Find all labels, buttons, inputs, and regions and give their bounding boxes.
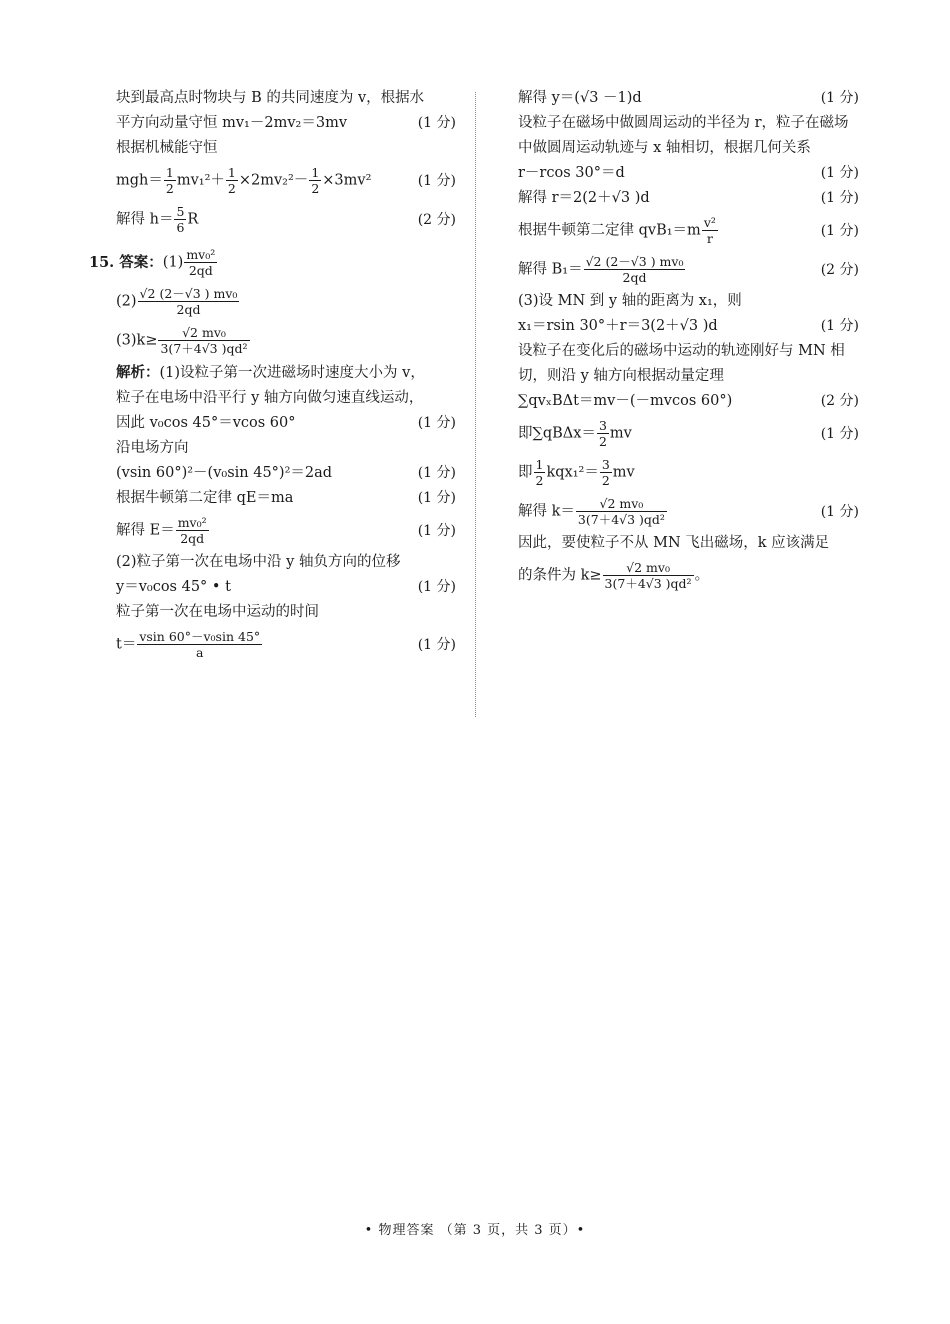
fraction <box>176 515 209 546</box>
fraction <box>158 325 249 356</box>
denominator: 2 <box>598 434 607 449</box>
text: 沿电场方向 <box>116 440 189 456</box>
text-line <box>518 531 859 556</box>
numerator: mv₀² <box>177 515 207 530</box>
equation-part: 解得 k＝ <box>518 503 575 520</box>
text-line <box>116 136 456 161</box>
numerator: v² <box>703 215 716 230</box>
text: (1)设粒子第一次进磁场时速度大小为 v， <box>159 365 425 381</box>
score-mark: (1 分) <box>417 490 456 506</box>
numerator: 1 <box>535 457 544 472</box>
denominator: 2 <box>227 181 236 196</box>
fraction <box>600 457 612 488</box>
denominator: 3(7＋4√3 )qd² <box>604 576 692 591</box>
denominator: 2 <box>311 181 320 196</box>
numerator: √2 (2－√3 ) mv₀ <box>139 286 238 301</box>
score-mark: (1 分) <box>417 465 456 481</box>
denominator: 2 <box>165 181 174 196</box>
fraction <box>184 247 217 278</box>
denominator: 2qd <box>180 531 205 546</box>
fraction <box>226 165 238 196</box>
denominator: 2qd <box>622 270 647 285</box>
equation-part: 解得 B₁＝ <box>518 261 583 278</box>
fraction <box>164 165 176 196</box>
text: 粒子第一次在电场中运动的时间 <box>116 604 319 620</box>
equation-line <box>518 492 859 531</box>
left-column <box>89 86 456 664</box>
numerator: mv₀² <box>186 247 216 262</box>
fraction <box>534 457 546 488</box>
score-mark: (1 分) <box>820 165 859 181</box>
text: 设粒子在磁场中做圆周运动的半径为 r，粒子在磁场中做圆周运动轨迹与 x 轴相切，根据几何关系 <box>518 115 849 156</box>
equation-line <box>518 556 859 595</box>
numerator: √2 mv₀ <box>603 560 694 576</box>
equation-part: 即∑qBΔx＝ <box>518 425 596 442</box>
equation-line <box>116 511 456 550</box>
numerator: 3 <box>601 457 610 472</box>
score-mark: (1 分) <box>820 503 859 520</box>
right-column <box>518 86 859 595</box>
score-mark: (1 分) <box>820 222 859 239</box>
page-footer: • 物理答案 （第 3 页，共 3 页）• <box>364 1223 586 1238</box>
equation-part: 根据牛顿第二定律 qvB₁＝m <box>518 222 701 239</box>
equation: 根据牛顿第二定律 qE＝ma <box>116 490 294 506</box>
score-mark: (1 分) <box>417 415 456 431</box>
score-mark: (1 分) <box>820 425 859 442</box>
fraction <box>584 254 686 285</box>
score-mark: (2 分) <box>417 211 456 228</box>
text-line <box>518 186 859 211</box>
equation-part: mgh＝ <box>116 172 163 189</box>
equation-part: mv <box>612 464 635 481</box>
answer-line <box>116 282 456 321</box>
score-mark: (1 分) <box>417 172 456 189</box>
equation-part: R <box>187 211 199 228</box>
equation: x₁＝rsin 30°＋r＝3(2＋√3 )d <box>518 318 718 334</box>
text: 根据机械能守恒 <box>116 140 218 156</box>
text: 块到最高点时物块与 B 的共同速度为 v，根据水 <box>116 90 425 106</box>
analysis-label: 解析： <box>116 364 160 381</box>
equation-part: t＝ <box>116 636 137 653</box>
text-paragraph <box>518 111 859 161</box>
equation-part: mv <box>609 425 632 442</box>
equation-line <box>518 211 859 250</box>
fraction <box>137 629 262 660</box>
equation-line <box>116 625 456 664</box>
numerator: 1 <box>165 165 174 180</box>
denominator: 2 <box>601 473 610 488</box>
fraction <box>174 204 186 235</box>
denominator: 3(7＋4√3 )qd² <box>577 512 665 527</box>
question-label: 15. 答案： <box>89 253 163 271</box>
denominator: 6 <box>176 220 185 235</box>
answer-line <box>116 321 456 360</box>
answer-part: (2) <box>116 293 137 310</box>
fraction <box>138 286 240 317</box>
equation: r－rcos 30°＝d <box>518 165 625 181</box>
text-line <box>518 289 859 314</box>
text: (2)粒子第一次在电场中沿 y 轴负方向的位移 <box>116 554 401 570</box>
fraction <box>702 215 718 246</box>
fraction <box>309 165 321 196</box>
score-mark: (1 分) <box>417 115 456 131</box>
text-line <box>116 436 456 461</box>
numerator: 3 <box>598 418 607 433</box>
text-paragraph <box>518 339 859 389</box>
equation-part: 即 <box>518 464 533 481</box>
text-line <box>518 389 859 414</box>
equation-line <box>518 453 859 492</box>
score-mark: (2 分) <box>820 393 859 409</box>
equation: 解得 y＝(√3 －1)d <box>518 90 642 106</box>
denominator: a <box>196 645 204 660</box>
equation-line <box>116 161 456 200</box>
score-mark: (1 分) <box>820 190 859 206</box>
answer-part: (1) <box>162 254 184 271</box>
score-mark: (1 分) <box>820 318 859 334</box>
text: 设粒子在变化后的磁场中运动的轨迹刚好与 MN 相切，则沿 y 轴方向根据动量定理 <box>518 343 845 384</box>
equation-line <box>518 414 859 453</box>
equation: 因此 v₀cos 45°＝vcos 60° <box>116 415 296 431</box>
text-line <box>116 575 456 600</box>
numerator: vsin 60°－v₀sin 45° <box>139 629 261 644</box>
score-mark: (1 分) <box>417 636 456 653</box>
denominator: 2 <box>535 473 544 488</box>
equation-part: mv₁²＋ <box>176 172 225 189</box>
score-mark: (2 分) <box>820 261 859 278</box>
text: (3)设 MN 到 y 轴的距离为 x₁，则 <box>518 293 742 309</box>
denominator: r <box>706 231 713 246</box>
numerator: 1 <box>227 165 236 180</box>
fraction <box>576 496 667 527</box>
equation-part: 解得 h＝ <box>116 211 174 228</box>
equation-line <box>116 200 456 239</box>
equation: ∑qvₓBΔt＝mv－(－mvcos 60°) <box>518 393 733 409</box>
text: 因此，要使粒子不从 MN 飞出磁场，k 应该满足 <box>518 535 830 551</box>
numerator: 1 <box>311 165 320 180</box>
score-mark: (1 分) <box>417 522 456 539</box>
denominator: 2qd <box>176 302 201 317</box>
text-line <box>116 486 456 511</box>
text-line <box>518 86 859 111</box>
text-line <box>518 161 859 186</box>
numerator: √2 mv₀ <box>158 325 249 341</box>
text-line <box>518 314 859 339</box>
text-line <box>116 111 456 136</box>
text-line <box>116 86 456 111</box>
equation: y＝v₀cos 45° • t <box>116 579 231 595</box>
numerator: 5 <box>176 204 185 219</box>
column-divider <box>475 92 476 717</box>
score-mark: (1 分) <box>417 579 456 595</box>
score-mark: (1 分) <box>820 90 859 106</box>
text-line <box>116 550 456 575</box>
equation-part: 。 <box>694 567 710 584</box>
fraction <box>603 560 694 591</box>
answer-line <box>89 243 456 282</box>
equation: (vsin 60°)²－(v₀sin 45°)²＝2ad <box>116 465 333 481</box>
equation-part: 的条件为 k≥ <box>518 567 602 584</box>
equation-line <box>518 250 859 289</box>
denominator: 3(7＋4√3 )qd² <box>160 341 248 356</box>
text-line <box>116 600 456 625</box>
equation-part: ×2mv₂²－ <box>238 172 309 189</box>
equation-part: ×3mv² <box>322 172 372 189</box>
numerator: √2 mv₀ <box>576 496 667 512</box>
equation: 解得 r＝2(2＋√3 )d <box>518 190 650 206</box>
text: 粒子在电场中沿平行 y 轴方向做匀速直线运动， <box>116 390 424 406</box>
text-line <box>116 411 456 436</box>
text-line <box>116 461 456 486</box>
denominator: 2qd <box>188 263 213 278</box>
equation-part: kqx₁²＝ <box>546 464 599 481</box>
fraction <box>597 418 609 449</box>
equation: 平方向动量守恒 mv₁－2mv₂＝3mv <box>116 115 348 131</box>
text-line <box>116 360 456 386</box>
text-line <box>116 386 456 411</box>
numerator: √2 (2－√3 ) mv₀ <box>585 254 684 269</box>
equation-part: 解得 E＝ <box>116 522 175 539</box>
answer-part: (3)k≥ <box>116 332 158 349</box>
